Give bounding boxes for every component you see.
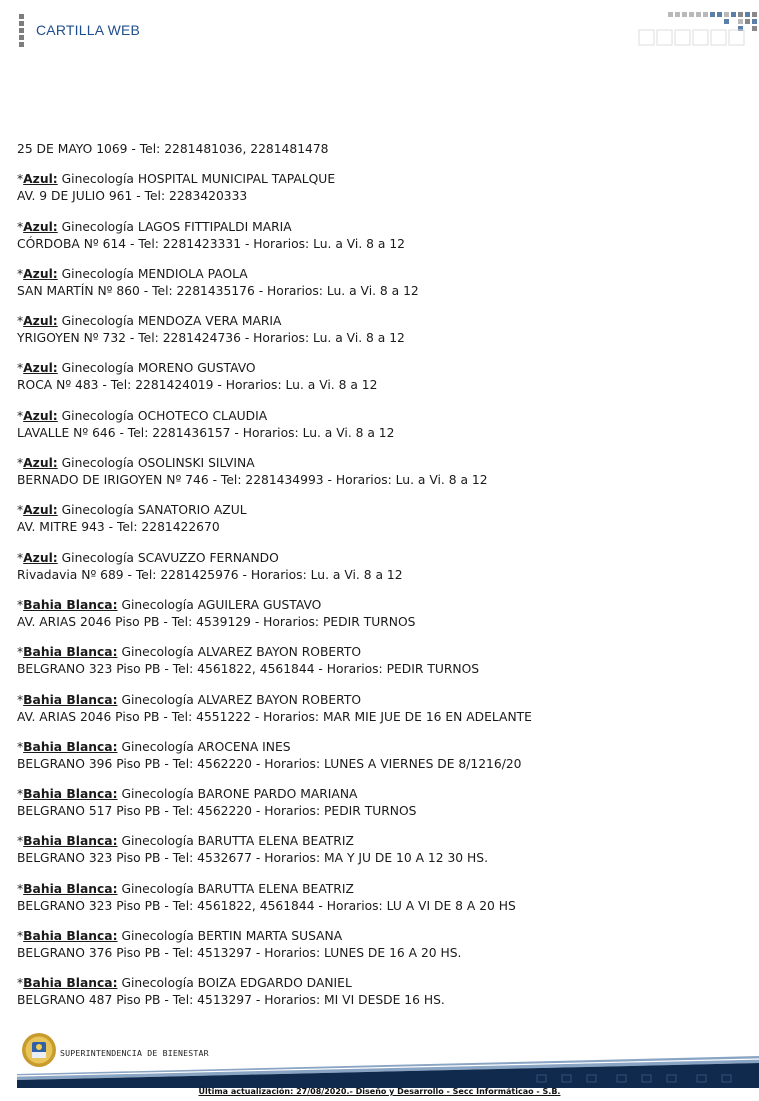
- asterisk-marker: *: [17, 314, 24, 329]
- address-line: AV. ARIAS 2046 Piso PB - Tel: 4539129 - Horarios: PEDIR TURNOS: [17, 614, 416, 629]
- service-name: Ginecología SANATORIO AZUL: [57, 503, 247, 518]
- page-header: [0, 0, 759, 60]
- provider-heading: [17, 975, 747, 992]
- asterisk-marker: *: [17, 408, 24, 423]
- provider-heading: [17, 408, 747, 425]
- provider-heading: [17, 597, 747, 614]
- asterisk-marker: *: [17, 361, 24, 376]
- list-item: [17, 739, 747, 773]
- list-item: [17, 219, 747, 253]
- asterisk-marker: *: [17, 787, 24, 802]
- provider-heading: [17, 881, 747, 898]
- service-name: Ginecología AGUILERA GUSTAVO: [117, 597, 322, 612]
- list-item: [17, 975, 747, 1009]
- list-item: [17, 455, 747, 489]
- address-line: BELGRANO 376 Piso PB - Tel: 4513297 - Horarios: LUNES DE 16 A 20 HS.: [17, 946, 462, 961]
- provider-heading: [17, 266, 747, 283]
- city-label: Bahia Blanca:: [23, 692, 118, 707]
- service-name: Ginecología MORENO GUSTAVO: [57, 361, 256, 376]
- asterisk-marker: *: [17, 219, 24, 234]
- provider-heading: [17, 360, 747, 377]
- list-item: [17, 644, 747, 678]
- city-label: Azul:: [23, 266, 58, 281]
- city-label: Bahia Blanca:: [23, 976, 118, 991]
- service-name: Ginecología HOSPITAL MUNICIPAL TAPALQUE: [57, 172, 336, 187]
- service-name: Ginecología BARONE PARDO MARIANA: [117, 787, 358, 802]
- list-item: [17, 360, 747, 394]
- address-line: BELGRANO 323 Piso PB - Tel: 4532677 - Horarios: MA Y JU DE 10 A 12 30 HS.: [17, 851, 488, 866]
- address-line: LAVALLE Nº 646 - Tel: 2281436157 - Horarios: Lu. a Vi. 8 a 12: [17, 425, 395, 440]
- service-name: Ginecología BOIZA EDGARDO DANIEL: [117, 976, 352, 991]
- city-label: Bahia Blanca:: [23, 739, 118, 754]
- institution-seal-icon: [21, 1032, 57, 1068]
- address-line: CÓRDOBA Nº 614 - Tel: 2281423331 - Horarios: Lu. a Vi. 8 a 12: [17, 236, 405, 251]
- asterisk-marker: *: [17, 266, 24, 281]
- city-label: Azul:: [23, 219, 58, 234]
- asterisk-marker: *: [17, 503, 24, 518]
- service-name: Ginecología ALVAREZ BAYON ROBERTO: [117, 692, 362, 707]
- address-line: AV. MITRE 943 - Tel: 2281422670: [17, 520, 220, 535]
- city-label: Bahia Blanca:: [23, 881, 118, 896]
- asterisk-marker: *: [17, 692, 24, 707]
- organization-name: SUPERINTENDENCIA DE BIENESTAR: [60, 1048, 209, 1058]
- page-footer: [0, 1028, 759, 1101]
- city-label: Azul:: [23, 503, 58, 518]
- last-updated-note: Última actualización: 27/08/2020.- Diseño y Desarrollo - Secc Informáticao - S.B.: [198, 1087, 561, 1096]
- provider-heading: [17, 833, 747, 850]
- service-name: Ginecología MENDIOLA PAOLA: [57, 266, 248, 281]
- asterisk-marker: *: [17, 929, 24, 944]
- page-title: CARTILLA WEB: [36, 22, 141, 38]
- city-label: Azul:: [23, 361, 58, 376]
- provider-heading: [17, 928, 747, 945]
- list-item: [17, 313, 747, 347]
- address-line: BELGRANO 517 Piso PB - Tel: 4562220 - Horarios: PEDIR TURNOS: [17, 804, 417, 819]
- asterisk-marker: *: [17, 739, 24, 754]
- address-line: BELGRANO 487 Piso PB - Tel: 4513297 - Horarios: MI VI DESDE 16 HS.: [17, 993, 445, 1008]
- address-line: YRIGOYEN Nº 732 - Tel: 2281424736 - Horarios: Lu. a Vi. 8 a 12: [17, 331, 405, 346]
- city-label: Bahia Blanca:: [23, 787, 118, 802]
- address-line: BELGRANO 323 Piso PB - Tel: 4561822, 4561844 - Horarios: LU A VI DE 8 A 20 HS: [17, 898, 516, 913]
- service-name: Ginecología OSOLINSKI SILVINA: [57, 456, 255, 471]
- city-label: Bahia Blanca:: [23, 645, 118, 660]
- list-item: [17, 408, 747, 442]
- list-item: [17, 266, 747, 300]
- service-name: Ginecología BARUTTA ELENA BEATRIZ: [117, 834, 354, 849]
- address-line: BERNADO DE IRIGOYEN Nº 746 - Tel: 2281434993 - Horarios: Lu. a Vi. 8 a 12: [17, 473, 488, 488]
- header-pixel-decoration-icon: [638, 12, 759, 48]
- entries-container: [17, 171, 747, 1009]
- address-line: SAN MARTÍN Nº 860 - Tel: 2281435176 - Horarios: Lu. a Vi. 8 a 12: [17, 283, 419, 298]
- provider-heading: [17, 171, 747, 188]
- address-line: AV. 9 DE JULIO 961 - Tel: 2283420333: [17, 189, 248, 204]
- service-name: Ginecología MENDOZA VERA MARIA: [57, 314, 282, 329]
- service-name: Ginecología OCHOTECO CLAUDIA: [57, 408, 268, 423]
- city-label: Bahia Blanca:: [23, 597, 118, 612]
- city-label: Bahia Blanca:: [23, 929, 118, 944]
- address-line: BELGRANO 323 Piso PB - Tel: 4561822, 4561844 - Horarios: PEDIR TURNOS: [17, 662, 480, 677]
- address-line: 25 DE MAYO 1069 - Tel: 2281481036, 2281481478: [17, 142, 329, 156]
- address-line: ROCA Nº 483 - Tel: 2281424019 - Horarios: Lu. a Vi. 8 a 12: [17, 378, 378, 393]
- service-name: Ginecología SCAVUZZO FERNANDO: [57, 550, 279, 565]
- provider-heading: [17, 786, 747, 803]
- service-name: Ginecología LAGOS FITTIPALDI MARIA: [57, 219, 292, 234]
- address-line: BELGRANO 396 Piso PB - Tel: 4562220 - Horarios: LUNES A VIERNES DE 8/1216/20: [17, 756, 522, 771]
- list-item: [17, 502, 747, 536]
- provider-heading: [17, 550, 747, 567]
- list-item: [17, 597, 747, 631]
- asterisk-marker: *: [17, 172, 24, 187]
- asterisk-marker: *: [17, 456, 24, 471]
- provider-heading: [17, 502, 747, 519]
- asterisk-marker: *: [17, 645, 24, 660]
- list-item: [17, 692, 747, 726]
- asterisk-marker: *: [17, 976, 24, 991]
- provider-heading: [17, 313, 747, 330]
- list-item: [17, 786, 747, 820]
- provider-list: [17, 141, 747, 1023]
- footer-band-decoration: [17, 1038, 759, 1088]
- city-label: Bahia Blanca:: [23, 834, 118, 849]
- list-item: [17, 550, 747, 584]
- asterisk-marker: *: [17, 597, 24, 612]
- city-label: Azul:: [23, 172, 58, 187]
- service-name: Ginecología AROCENA INES: [117, 739, 291, 754]
- asterisk-marker: *: [17, 834, 24, 849]
- city-label: Azul:: [23, 550, 58, 565]
- header-bars-icon: [19, 14, 24, 47]
- asterisk-marker: *: [17, 881, 24, 896]
- list-item: [17, 881, 747, 915]
- asterisk-marker: *: [17, 550, 24, 565]
- list-item: [17, 171, 747, 205]
- city-label: Azul:: [23, 456, 58, 471]
- provider-heading: [17, 644, 747, 661]
- provider-heading: [17, 739, 747, 756]
- list-item: [17, 833, 747, 867]
- provider-heading: [17, 219, 747, 236]
- provider-heading: [17, 455, 747, 472]
- list-item: [17, 141, 747, 158]
- service-name: Ginecología BERTIN MARTA SUSANA: [117, 929, 343, 944]
- city-label: Azul:: [23, 408, 58, 423]
- address-line: AV. ARIAS 2046 Piso PB - Tel: 4551222 - Horarios: MAR MIE JUE DE 16 EN ADELANTE: [17, 709, 532, 724]
- provider-heading: [17, 692, 747, 709]
- address-line: Rivadavia Nº 689 - Tel: 2281425976 - Horarios: Lu. a Vi. 8 a 12: [17, 567, 403, 582]
- city-label: Azul:: [23, 314, 58, 329]
- service-name: Ginecología BARUTTA ELENA BEATRIZ: [117, 881, 354, 896]
- list-item: [17, 928, 747, 962]
- service-name: Ginecología ALVAREZ BAYON ROBERTO: [117, 645, 362, 660]
